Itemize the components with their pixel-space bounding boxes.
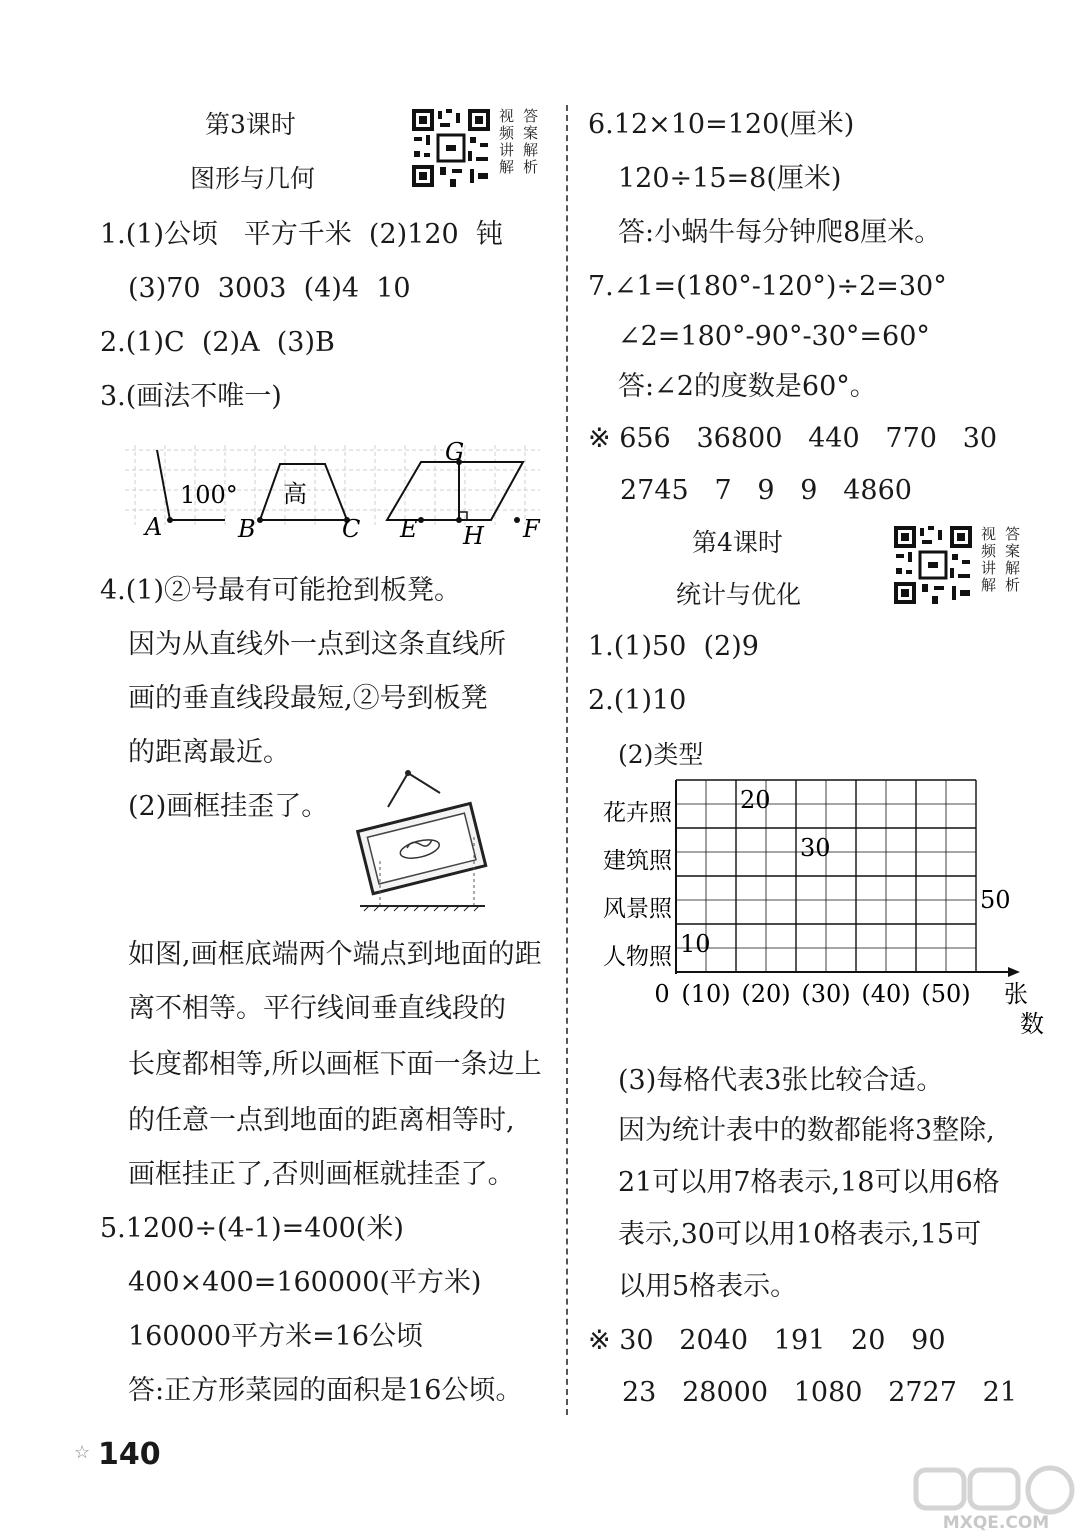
height-label: 高	[283, 480, 307, 508]
q5-line2: 400×400=160000(平方米)	[128, 1267, 482, 1298]
q3-answer: 3.(画法不唯一)	[100, 381, 282, 412]
q4-line9: 的任意一点到地面的距离相等时,	[128, 1105, 515, 1136]
chart-data-label: 10	[680, 930, 711, 958]
tilted-frame-illustration	[350, 765, 490, 915]
chart-data-label: 20	[740, 786, 771, 814]
lesson-3-title: 第3课时	[205, 110, 296, 139]
extra-calc-line1: ※ 656 36800 440 770 30	[588, 423, 998, 454]
chart-x-tick-label: (10)	[681, 980, 731, 1008]
s3-line2: 因为统计表中的数都能将3整除,	[618, 1115, 995, 1146]
s3-line1: (3)每格代表3张比较合适。	[618, 1065, 944, 1096]
lesson-4-topic: 统计与优化	[676, 580, 802, 609]
chart-x-tick-label: (50)	[921, 980, 971, 1008]
s3-line4: 表示,30可以用10格表示,15可	[618, 1219, 982, 1250]
point-b-label: B	[238, 515, 256, 543]
star-icon: ☆	[74, 1442, 91, 1463]
qr-code-icon[interactable]	[892, 524, 974, 606]
q4-line2: 因为从直线外一点到这条直线所	[128, 629, 506, 660]
chart-x-axis-arrow	[1008, 967, 1020, 977]
chart-x-tick-label: 0	[654, 980, 670, 1008]
extra2-line1: ※ 30 2040 191 20 90	[588, 1325, 946, 1356]
chart-category-label: 花卉照	[603, 800, 672, 826]
q5-line3: 160000平方米=16公顷	[128, 1321, 424, 1352]
point-f-label: F	[523, 515, 540, 543]
s3-line3: 21可以用7格表示,18可以用6格	[618, 1167, 1000, 1198]
s1-answer: 1.(1)50 (2)9	[588, 631, 759, 662]
chart-category-label: 人物照	[603, 944, 672, 970]
q5-line1: 5.1200÷(4-1)=400(米)	[100, 1213, 404, 1244]
lesson-3-topic: 图形与几何	[190, 164, 316, 193]
extra-calc-line2: 2745 7 9 9 4860	[620, 475, 912, 506]
watermark-logo-icon	[912, 1466, 1080, 1532]
q7-line2: ∠2=180°-90°-30°=60°	[618, 321, 930, 352]
q3-geometry-figure	[125, 440, 545, 550]
q7-line1: 7.∠1=(180°-120°)÷2=30°	[588, 271, 947, 302]
q1-line2: (3)70 3003 (4)4 10	[128, 273, 411, 304]
chart-x-tick-label: (30)	[801, 980, 851, 1008]
qr-caption-video: 视频讲解	[498, 107, 514, 176]
parallelogram	[387, 462, 523, 520]
q2-answer: 2.(1)C (2)A (3)B	[100, 327, 335, 358]
point-a-label: A	[145, 513, 163, 541]
svg-text:MXQE.COM: MXQE.COM	[942, 1513, 1050, 1533]
q6-line2: 120÷15=8(厘米)	[618, 163, 842, 194]
chart-category-label: 建筑照	[603, 848, 672, 874]
q4-line3: 画的垂直线段最短,②号到板凳	[128, 683, 488, 714]
angle-label: 100°	[180, 481, 238, 509]
chart-x-axis-label: 张	[1004, 980, 1028, 1008]
photo-type-chart	[586, 776, 1044, 1061]
q4-line1: 4.(1)②号最有可能抢到板凳。	[100, 575, 462, 606]
qr-caption-answer: 答案解析	[522, 107, 538, 176]
chart-data-label: 30	[800, 834, 831, 862]
chart-title: (2)类型	[618, 740, 704, 769]
q5-line4: 答:正方形菜园的面积是16公顷。	[128, 1375, 523, 1406]
q6-line1: 6.12×10=120(厘米)	[588, 109, 855, 140]
point-c-label: C	[342, 515, 361, 543]
chart-x-tick-label: (20)	[741, 980, 791, 1008]
q7-line3: 答:∠2的度数是60°。	[618, 371, 877, 402]
point-g-label: G	[445, 438, 465, 466]
q4-line4: 的距离最近。	[128, 737, 290, 768]
q4-line10: 画框挂正了,否则画框就挂歪了。	[128, 1159, 515, 1190]
page-number: 140	[98, 1437, 161, 1472]
chart-x-tick-label: (40)	[861, 980, 911, 1008]
q6-line3: 答:小蜗牛每分钟爬8厘米。	[618, 217, 942, 248]
column-divider	[566, 105, 568, 1415]
q4-line8: 长度都相等,所以画框下面一条边上	[128, 1049, 542, 1080]
chart-category-label: 风景照	[603, 896, 672, 922]
point-e-label: E	[400, 515, 418, 543]
qr-caption-video: 视频讲解	[980, 525, 996, 594]
q4-line6: 如图,画框底端两个端点到地面的距	[128, 939, 542, 970]
s2-line1: 2.(1)10	[588, 685, 687, 716]
lesson-4-title: 第4课时	[692, 528, 783, 557]
chart-data-label: 50	[980, 886, 1011, 914]
s3-line5: 以用5格表示。	[618, 1271, 798, 1302]
q4-line5: (2)画框挂歪了。	[128, 791, 329, 822]
chart-x-axis-label: 数	[1020, 1010, 1044, 1038]
q4-line7: 离不相等。平行线间垂直线段的	[128, 993, 506, 1024]
qr-caption-answer: 答案解析	[1004, 525, 1020, 594]
point-h-label: H	[463, 522, 484, 550]
extra2-line2: 23 28000 1080 2727 21	[622, 1377, 1018, 1408]
q1-line1: 1.(1)公顷 平方千米 (2)120 钝	[100, 219, 503, 250]
qr-code-icon[interactable]	[410, 107, 492, 189]
